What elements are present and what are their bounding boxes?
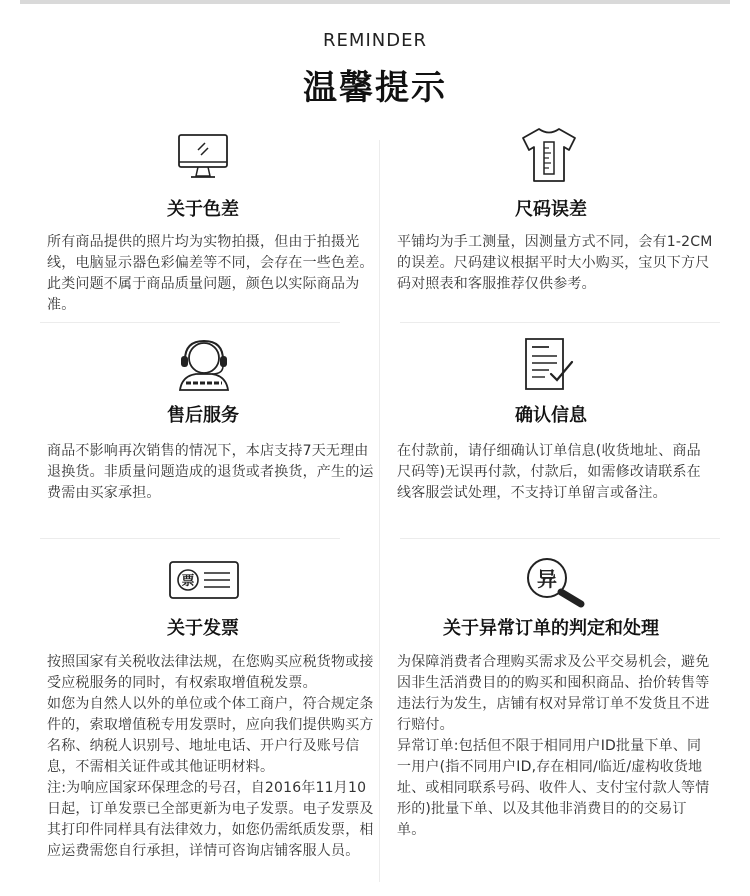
section-title-invoice: 关于发票 [167,618,239,639]
abnormal-glyph: 异 [537,567,557,591]
section-title-confirm-info: 确认信息 [515,405,587,426]
section-body-after-sales [47,441,375,504]
section-title-size-error: 尺码误差 [515,199,587,220]
paragraph: 所有商品提供的照片均为实物拍摄，但由于拍摄光线，电脑显示器色彩偏差等不同，会存在一些色差。此类问题不属于商品质量问题，颜色以实际商品为准。 [47,234,374,313]
row-divider [40,538,340,539]
monitor-icon [177,133,229,181]
paragraph: 注:为响应国家环保理念的号召，自2016年11月10日起，订单发票已全部更新为电子发票。电子发票及其打印件同样具有法律效力，如您仍需纸质发票，相应运费需您自行承担，详情可咨询店铺客服人员。 [47,780,374,859]
section-body-confirm-info [397,441,715,504]
section-title-after-sales: 售后服务 [167,405,239,426]
header-subtitle: REMINDER [323,30,427,51]
section-body-invoice [47,652,375,862]
paragraph: 为保障消费者合理购买需求及公平交易机会，避免因非生活消费目的的购买和囤积商品、抬价转售等违法行为发生，店铺有权对异常订单不发货且不进行赔付。 [397,654,710,733]
paragraph: 在付款前，请仔细确认订单信息(收货地址、商品尺码等)无误再付款，付款后，如需修改请联系在线客服尝试处理，不支持订单留言或备注。 [397,443,701,501]
invoice-ticket-icon [168,560,240,600]
section-body-size-error [397,232,715,295]
paragraph: 按照国家有关税收法律法规，在您购买应税货物或接受应税服务的同时，有权索取增值税发票。 [47,654,374,691]
page-title: 温馨提示 [303,68,447,108]
magnifier-abnormal-icon [525,556,589,608]
section-title-abnormal-orders: 关于异常订单的判定和处理 [443,618,659,639]
row-divider [40,322,340,323]
paragraph: 商品不影响再次销售的情况下，本店支持7天无理由退换货。非质量问题造成的退货或者换货，产生的运费需由买家承担。 [47,443,374,501]
paragraph: 平铺均为手工测量，因测量方式不同，会有1-2CM的误差。尺码建议根据平时大小购买，宝贝下方尺码对照表和客服推荐仅供参考。 [397,234,713,292]
section-title-color-difference: 关于色差 [167,199,239,220]
ticket-glyph: 票 [181,574,195,589]
center-divider [379,140,380,882]
paragraph: 如您为自然人以外的单位或个体工商户，符合规定条件的，索取增值税专用发票时，应向我们提供购买方名称、纳税人识别号、地址电话、开户行及账号信息，不需相关证件或其他证明材料。 [47,696,374,775]
section-body-abnormal-orders [397,652,715,841]
top-divider-band [20,0,730,4]
section-body-color-difference [47,232,375,316]
document-check-icon [523,336,575,392]
row-divider [400,538,720,539]
tshirt-ruler-icon [519,126,579,184]
row-divider [400,322,720,323]
paragraph: 异常订单:包括但不限于相同用户ID批量下单、同一用户(指不同用户ID,存在相同/临近/虚构收货地址、或相同联系号码、收件人、支付宝付款人等情形的)批量下单、以及其他非消费目的的交易订单。 [397,738,710,838]
headset-agent-icon [176,338,232,392]
